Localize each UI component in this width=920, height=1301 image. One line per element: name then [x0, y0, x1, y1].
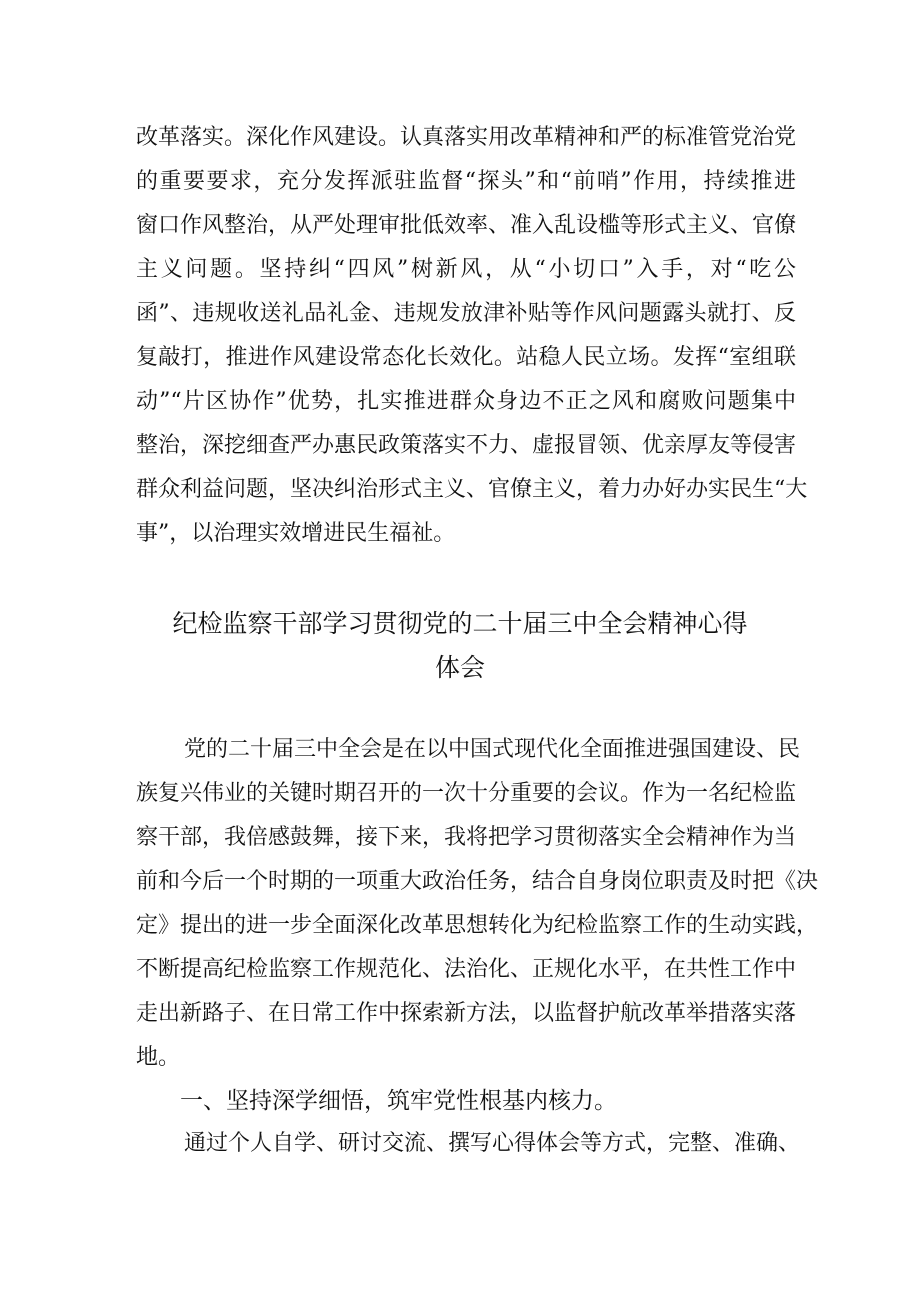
text-line: 整治，深挖细查严办惠民政策落实不力、虚报冒领、优亲厚友等侵害: [136, 433, 797, 458]
text-line: 改革落实。深化作风建设。认真落实用改革精神和严的标准管党治党: [136, 125, 797, 150]
text-line: 不断提高纪检监察工作规范化、法治化、正规化水平，在共性工作中: [136, 957, 797, 982]
text-line: 事”，以治理实效增进民生福祉。: [136, 521, 456, 546]
text-line: 定》提出的进一步全面深化改革思想转化为纪检监察工作的生动实践，: [136, 913, 819, 938]
text-line: 地。: [136, 1045, 181, 1070]
article-title-line-1: 纪检监察干部学习贯彻党的二十届三中全会精神心得: [172, 609, 748, 638]
text-line: 窗口作风整治，从严处理审批低效率、准入乱设槛等形式主义、官僚: [136, 213, 797, 238]
text-line: 群众利益问题，坚决纠治形式主义、官僚主义，着力办好办实民生“大: [136, 477, 808, 502]
text-line: 通过个人自学、研讨交流、撰写心得体会等方式，完整、准确、: [184, 1131, 801, 1156]
text-line: 察干部，我倍感鼓舞，接下来，我将把学习贯彻落实全会精神作为当: [136, 825, 797, 850]
text-line: 的重要要求，充分发挥派驻监督“探头”和“前哨”作用，持续推进: [136, 169, 796, 194]
text-line: 复敲打，推进作风建设常态化长效化。站稳人民立场。发挥“室组联: [136, 345, 796, 370]
text-line: 走出新路子、在日常工作中探索新方法，以监督护航改革举措落实落: [136, 1001, 797, 1026]
text-line: 前和今后一个时期的一项重大政治任务，结合自身岗位职责及时把《决: [136, 869, 819, 894]
text-line: 主义问题。坚持纠“四风”树新风，从“小切口”入手，对“吃公: [136, 257, 796, 282]
text-line: 党的二十届三中全会是在以中国式现代化全面推进强国建设、民: [184, 737, 801, 762]
section-heading-1: 一、坚持深学细悟，筑牢党性根基内核力。: [180, 1088, 617, 1114]
text-line: 动”“片区协作”优势，扎实推进群众身边不正之风和腐败问题集中: [136, 389, 796, 414]
article-title-line-2: 体会: [434, 653, 485, 682]
text-line: 族复兴伟业的关键时期召开的一次十分重要的会议。作为一名纪检监: [136, 781, 797, 806]
text-line: 函”、违规收送礼品礼金、违规发放津补贴等作风问题露头就打、反: [136, 301, 796, 326]
